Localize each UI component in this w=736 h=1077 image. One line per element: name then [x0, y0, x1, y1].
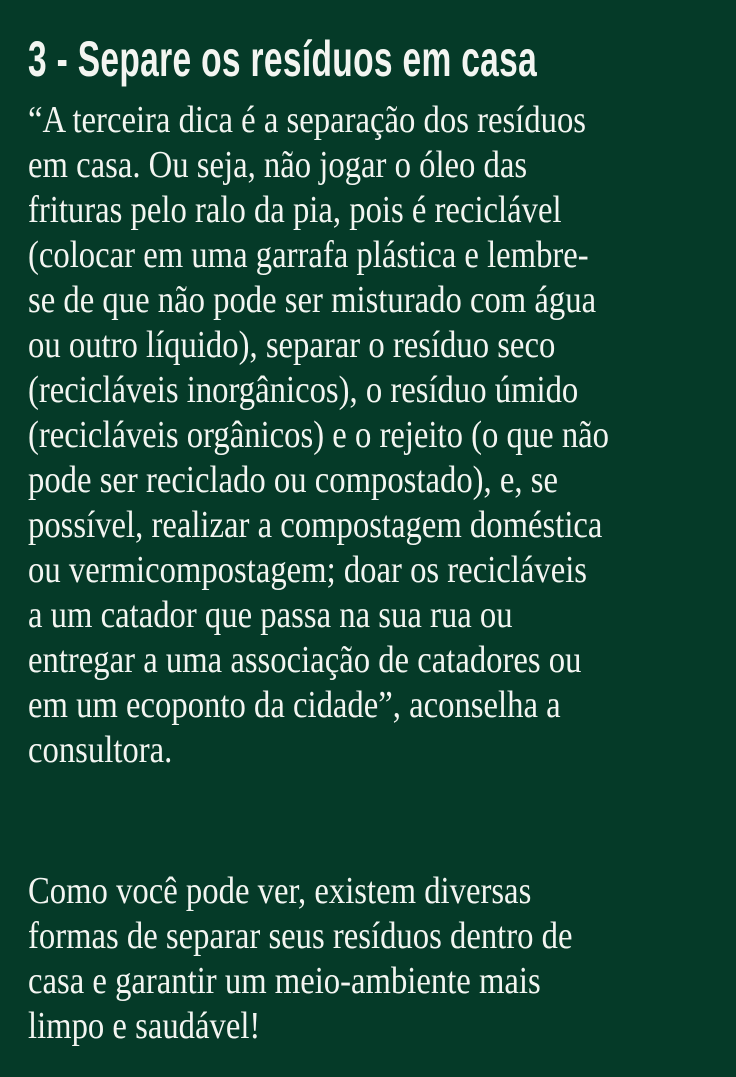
- text-line-content: a um catador que passa na sua rua ou: [28, 594, 513, 636]
- text-line-content: “A terceira dica é a separação dos resíduos: [28, 99, 587, 141]
- text-line-content: (colocar em uma garrafa plástica e lembre-: [28, 234, 589, 276]
- text-line: [28, 683, 710, 728]
- text-line-content: entregar a uma associação de catadores ou: [28, 639, 582, 681]
- text-line-content: consultora.: [28, 729, 173, 771]
- text-line: [28, 143, 710, 188]
- text-line-content: (recicláveis inorgânicos), o resíduo úmido: [28, 369, 579, 411]
- text-line: [28, 728, 710, 773]
- text-line-content: frituras pelo ralo da pia, pois é reciclável: [28, 189, 562, 231]
- text-line: [28, 503, 710, 548]
- text-line: [28, 233, 710, 278]
- quote-paragraph: [28, 98, 710, 773]
- text-line: [28, 413, 710, 458]
- text-line: [28, 458, 710, 503]
- text-line: [28, 1004, 710, 1049]
- page-title-text: 3 - Separe os resíduos em casa: [28, 31, 538, 87]
- text-line-content: ou vermicompostagem; doar os recicláveis: [28, 549, 588, 591]
- text-line: [28, 98, 710, 143]
- text-line-content: pode ser reciclado ou compostado), e, se: [28, 459, 558, 501]
- text-line: [28, 368, 710, 413]
- closing-paragraph: [28, 869, 710, 1049]
- text-line-content: (recicláveis orgânicos) e o rejeito (o que não: [28, 414, 610, 456]
- text-line: [28, 593, 710, 638]
- text-line-content: formas de separar seus resíduos dentro de: [28, 915, 573, 957]
- text-line: [28, 914, 710, 959]
- text-line: [28, 959, 710, 1004]
- text-line: [28, 638, 710, 683]
- text-line: [28, 323, 710, 368]
- text-line-content: Como você pode ver, existem diversas: [28, 870, 532, 912]
- text-line-content: casa e garantir um meio-ambiente mais: [28, 960, 541, 1002]
- text-line: [28, 548, 710, 593]
- text-line-content: se de que não pode ser misturado com água: [28, 279, 597, 321]
- text-line-content: em um ecoponto da cidade”, aconselha a: [28, 684, 561, 726]
- text-line: [28, 188, 710, 233]
- text-line: [28, 278, 710, 323]
- text-line-content: limpo e saudável!: [28, 1005, 261, 1047]
- text-line-content: em casa. Ou seja, não jogar o óleo das: [28, 144, 528, 186]
- text-line: [28, 869, 710, 914]
- page-title: [28, 30, 710, 88]
- text-line-content: ou outro líquido), separar o resíduo seco: [28, 324, 556, 366]
- text-line-content: possível, realizar a compostagem doméstica: [28, 504, 603, 546]
